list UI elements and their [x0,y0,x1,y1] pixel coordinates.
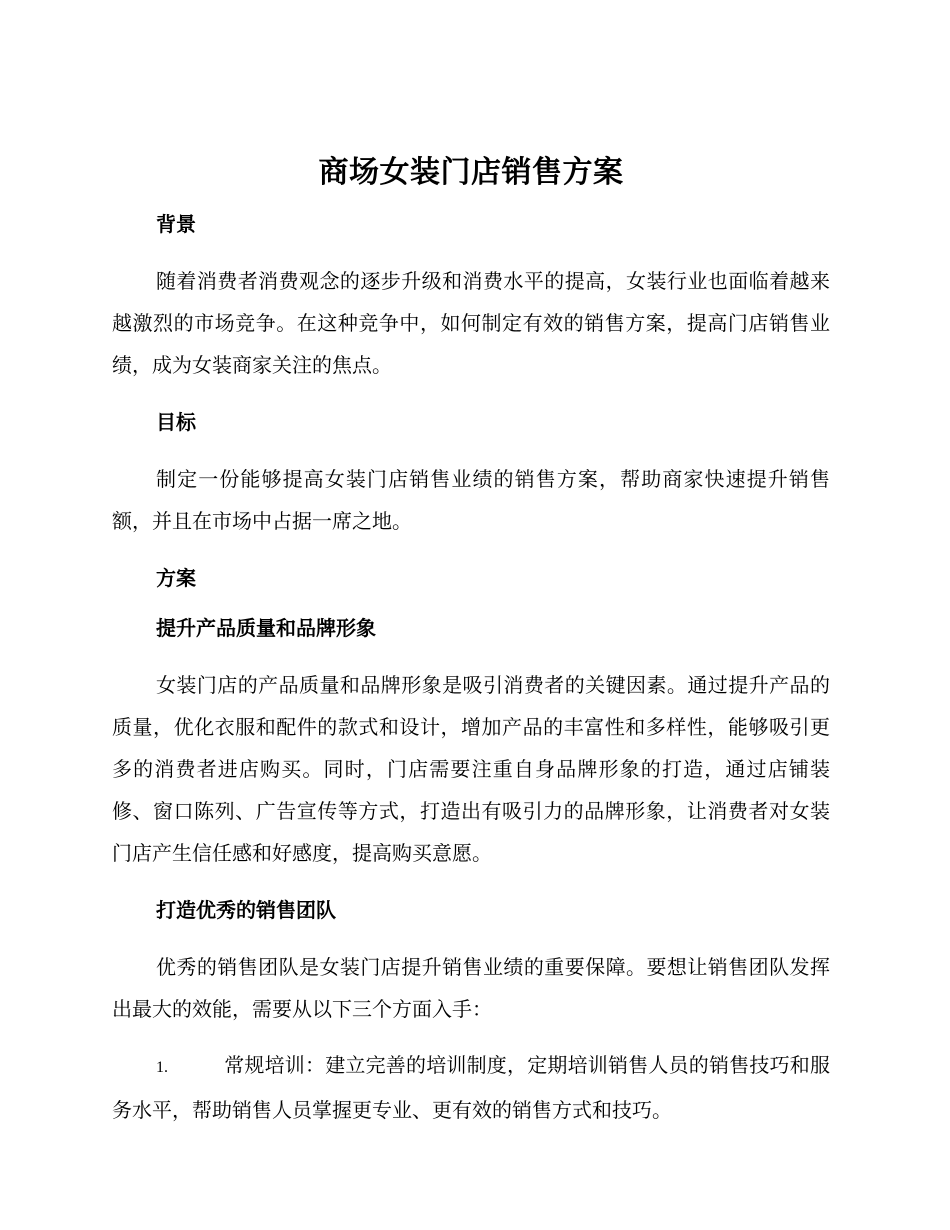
document-page [112,150,830,1131]
spacer [112,1030,830,1044]
spacer [112,924,830,946]
spacer [112,436,830,458]
list-item-text: 常规培训：建立完善的培训制度，定期培训销售人员的销售技巧和服务水平，帮助销售人员掌握更专业、更有效的销售方式和技巧。 [112,1053,830,1122]
spacer [112,542,830,564]
section-heading-plan: 方案 [156,566,196,590]
section-paragraph-product-brand: 女装门店的产品质量和品牌形象是吸引消费者的关键因素。通过提升产品的质量，优化衣服和配件的款式和设计，增加产品的丰富性和多样性，能够吸引更多的消费者进店购买。同时，门店需要注重自身品牌形象的打造，通过店铺装修、窗口陈列、广告宣传等方式，打造出有吸引力的品牌形象，让消费者对女装门店产生信任感和好感度，提高购买意愿。 [112,673,830,865]
spacer [112,874,830,896]
spacer [112,592,830,614]
section-heading-sales-team: 打造优秀的销售团队 [156,898,336,922]
spacer [112,642,830,664]
section-heading-product-brand: 提升产品质量和品牌形象 [156,616,376,640]
section-paragraph-background: 随着消费者消费观念的逐步升级和消费水平的提高，女装行业也面临着越来越激烈的市场竞争。在这种竞争中，如何制定有效的销售方案，提高门店销售业绩，成为女装商家关注的焦点。 [112,269,830,377]
list-item-number: 1. [156,1059,168,1076]
section-heading-goal: 目标 [156,410,196,434]
spacer [112,238,830,260]
document-title: 商场女装门店销售方案 [318,155,624,190]
spacer [112,196,830,210]
list-item [112,1044,830,1131]
section-heading-background: 背景 [156,212,196,236]
section-paragraph-sales-team: 优秀的销售团队是女装门店提升销售业绩的重要保障。要想让销售团队发挥出最大的效能，需要从以下三个方面入手： [112,955,830,1021]
spacer [112,386,830,408]
section-paragraph-goal: 制定一份能够提高女装门店销售业绩的销售方案，帮助商家快速提升销售额，并且在市场中占据一席之地。 [112,467,830,533]
